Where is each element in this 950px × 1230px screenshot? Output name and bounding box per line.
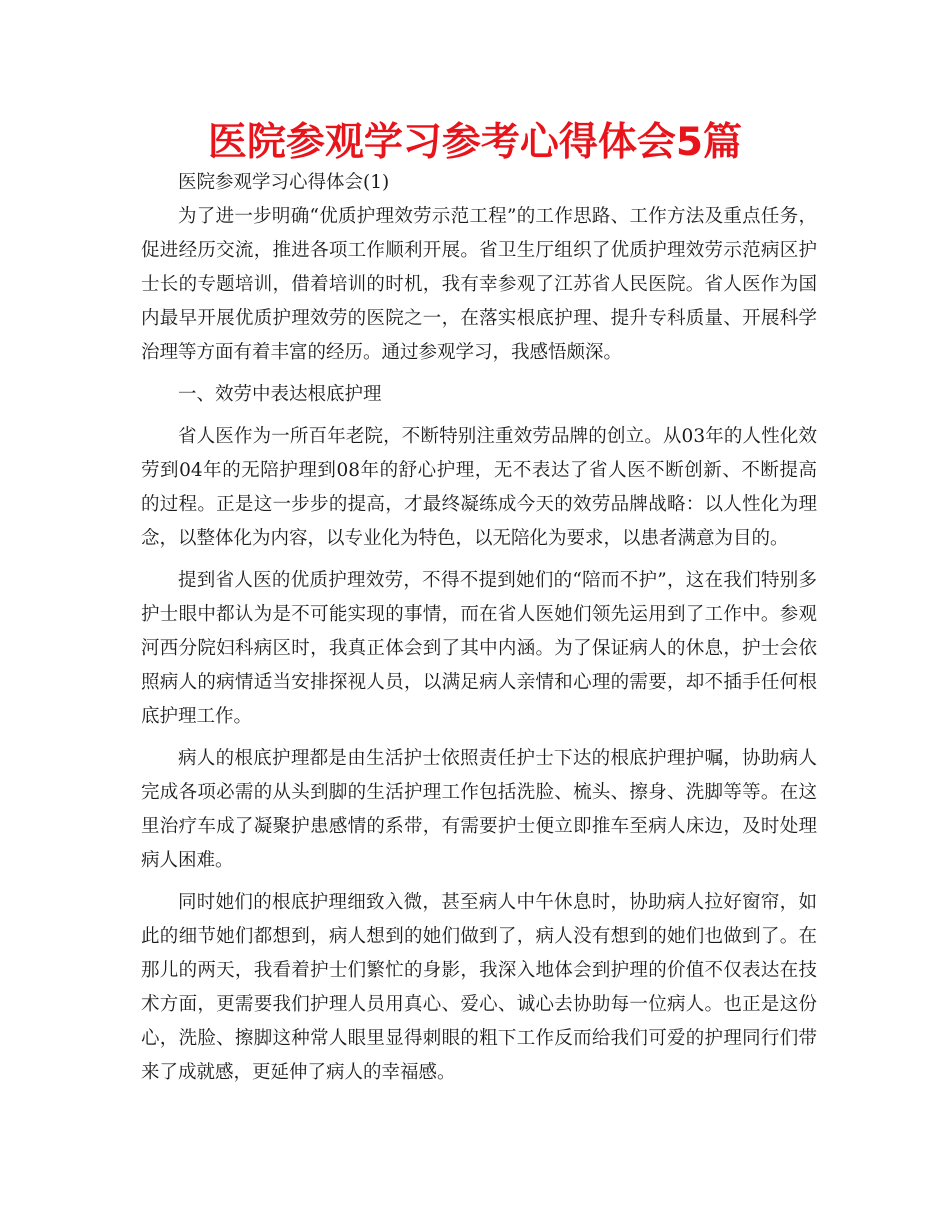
paragraph: 病人的根底护理都是由生活护士依照责任护士下达的根底护理护嘱，协助病人完成各项必需的从头到脚的生活护理工作包括洗脸、梳头、擦身、洗脚等等。在这里治疗车成了凝聚护患感情的系带，有需要护士便立即推车至病人床边，及时处理病人困难。 — [141, 748, 817, 871]
paragraph: 为了进一步明确“优质护理效劳示范工程”的工作思路、工作方法及重点任务，促进经历交流，推进各项工作顺利开展。省卫生厅组织了优质护理效劳示范病区护士长的专题培训，借着培训的时机，我有幸参观了江苏省人民医院。省人医作为国内最早开展优质护理效劳的医院之一，在落实根底护理、提升专科质量、开展科学治理等方面有着丰富的经历。通过参观学习，我感悟颇深。 — [141, 206, 817, 363]
section-heading: 一、效劳中表达根底护理 — [178, 384, 382, 405]
section-subtitle: 医院参观学习心得体会(1) — [178, 172, 390, 193]
paragraph: 省人医作为一所百年老院，不断特别注重效劳品牌的创立。从03年的人性化效劳到04年的无陪护理到08年的舒心护理，无不表达了省人医不断创新、不断提高的过程。正是这一步步的提高，才最终凝练成今天的效劳品牌战略：以人性化为理念，以整体化为内容，以专业化为特色，以无陪化为要求，以患者满意为目的。 — [141, 426, 817, 549]
paragraph: 提到省人医的优质护理效劳，不得不提到她们的“陪而不护”，这在我们特别多护士眼中都认为是不可能实现的事情，而在省人医她们领先运用到了工作中。参观河西分院妇科病区时，我真正体会到了其中内涵。为了保证病人的休息，护士会依照病人的病情适当安排探视人员，以满足病人亲情和心理的需要，却不插手任何根底护理工作。 — [141, 570, 817, 727]
document-title: 医院参观学习参考心得体会5篇 — [207, 120, 743, 165]
paragraph: 同时她们的根底护理细致入微，甚至病人中午休息时，协助病人拉好窗帘，如此的细节她们都想到，病人想到的她们做到了，病人没有想到的她们也做到了。在那儿的两天，我看着护士们繁忙的身影，我深入地体会到护理的价值不仅表达在技术方面，更需要我们护理人员用真心、爱心、诚心去协助每一位病人。也正是这份心，洗脸、擦脚这种常人眼里显得刺眼的粗下工作反而给我们可爱的护理同行们带来了成就感，更延伸了病人的幸福感。 — [141, 892, 817, 1083]
document-body — [141, 166, 817, 1090]
